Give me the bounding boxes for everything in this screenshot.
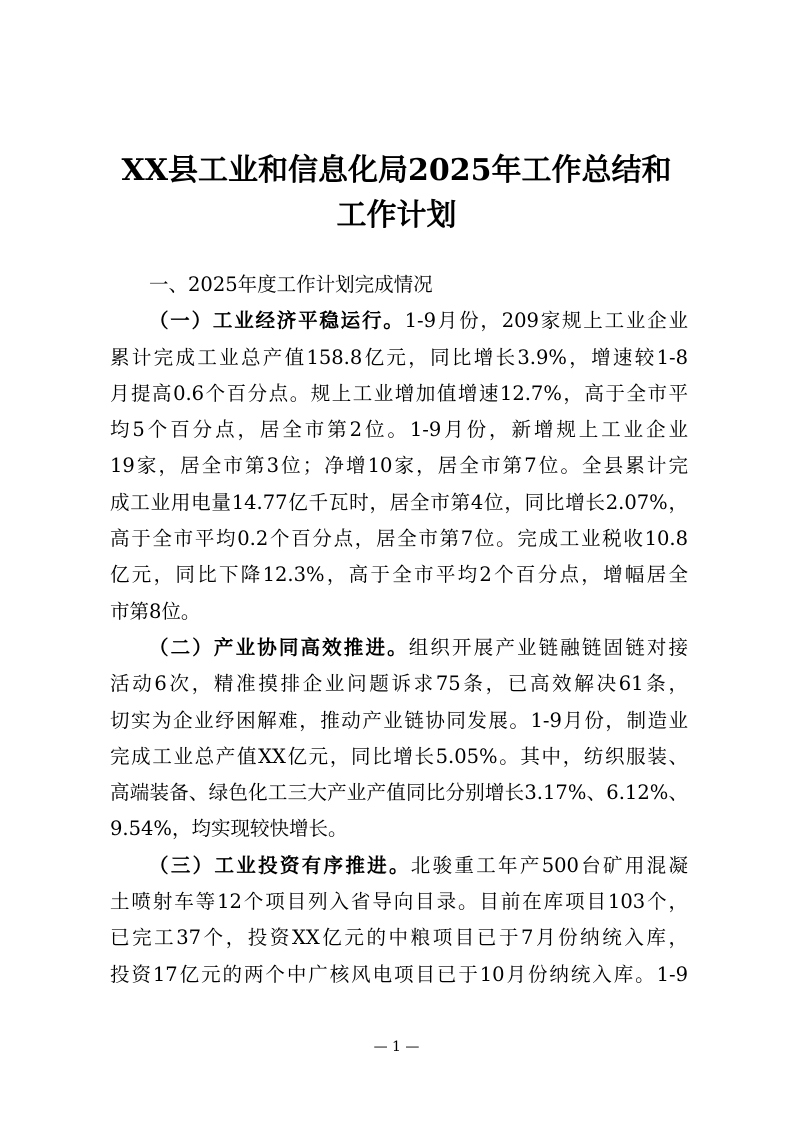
document-title bbox=[90, 148, 703, 238]
paragraph-1-lead: （一）工业经济平稳运行。 bbox=[149, 309, 405, 333]
paragraph-1-line-8: 亿元，同比下降12.3%，高于全市平均2个百分点，增幅居全 bbox=[110, 563, 688, 587]
paragraph-1-line-4: 均5个百分点，居全市第2位。1-9月份，新增规上工业企业 bbox=[110, 418, 688, 442]
paragraph-2-line-2: 活动6次，精准摸排企业问题诉求75条，已高效解决61条， bbox=[110, 672, 688, 696]
paragraph-3-line-4: 投资17亿元的两个中广核风电项目已于10月份纳统入库。1-9 bbox=[110, 962, 688, 986]
paragraph-3-line-1-text: 北骏重工年产500台矿用混凝 bbox=[410, 853, 688, 877]
paragraph-3-line-1 bbox=[110, 848, 688, 884]
paragraph-1-line-7: 高于全市平均0.2个百分点，居全市第7位。完成工业税收10.8 bbox=[110, 527, 688, 551]
paragraph-2-line-6: 9.54%，均实现较快增长。 bbox=[110, 817, 348, 841]
paragraph-1-line-5: 19家，居全市第3位；净增10家，居全市第7位。全县累计完 bbox=[110, 454, 688, 478]
paragraph-1-line-2: 累计完成工业总产值158.8亿元，同比增长3.9%，增速较1-8 bbox=[110, 345, 688, 369]
paragraph-2-lead: （二）产业协同高效推进。 bbox=[149, 635, 409, 659]
title-line-2: 工作计划 bbox=[336, 198, 457, 233]
document-body bbox=[110, 267, 688, 993]
page-number: — 1 — bbox=[373, 1039, 420, 1055]
paragraph-2-line-3: 切实为企业纾困解难，推动产业链协同发展。1-9月份，制造业 bbox=[110, 708, 688, 732]
paragraph-1-line-6: 成工业用电量14.77亿千瓦时，居全市第4位，同比增长2.07%， bbox=[110, 490, 688, 514]
paragraph-1-line-9: 市第8位。 bbox=[110, 599, 201, 623]
paragraph-2-line-4: 完成工业总产值XX亿元，同比增长5.05%。其中，纺织服装、 bbox=[110, 744, 688, 768]
paragraph-3-lead: （三）工业投资有序推进。 bbox=[149, 853, 411, 877]
paragraph-3-line-3: 已完工37个，投资XX亿元的中粮项目已于7月份纳统入库， bbox=[110, 926, 688, 950]
paragraph-2-line-1-text: 组织开展产业链融链固链对接 bbox=[408, 635, 688, 659]
paragraph-2-line-5: 高端装备、绿色化工三大产业产值同比分别增长3.17%、6.12%、 bbox=[110, 781, 688, 805]
paragraph-2-line-1 bbox=[110, 630, 688, 666]
paragraph-1-line-1-text: 1-9月份，209家规上工业企业 bbox=[404, 309, 688, 333]
paragraph-1-line-3: 月提高0.6个百分点。规上工业增加值增速12.7%，高于全市平 bbox=[110, 381, 688, 405]
title-line-1: XX县工业和信息化局2025年工作总结和 bbox=[121, 153, 672, 188]
section-heading: 一、2025年度工作计划完成情况 bbox=[149, 273, 433, 296]
paragraph-1-line-1 bbox=[110, 303, 688, 339]
paragraph-3-line-2: 土喷射车等12个项目列入省导向目录。目前在库项目103个， bbox=[110, 890, 688, 914]
